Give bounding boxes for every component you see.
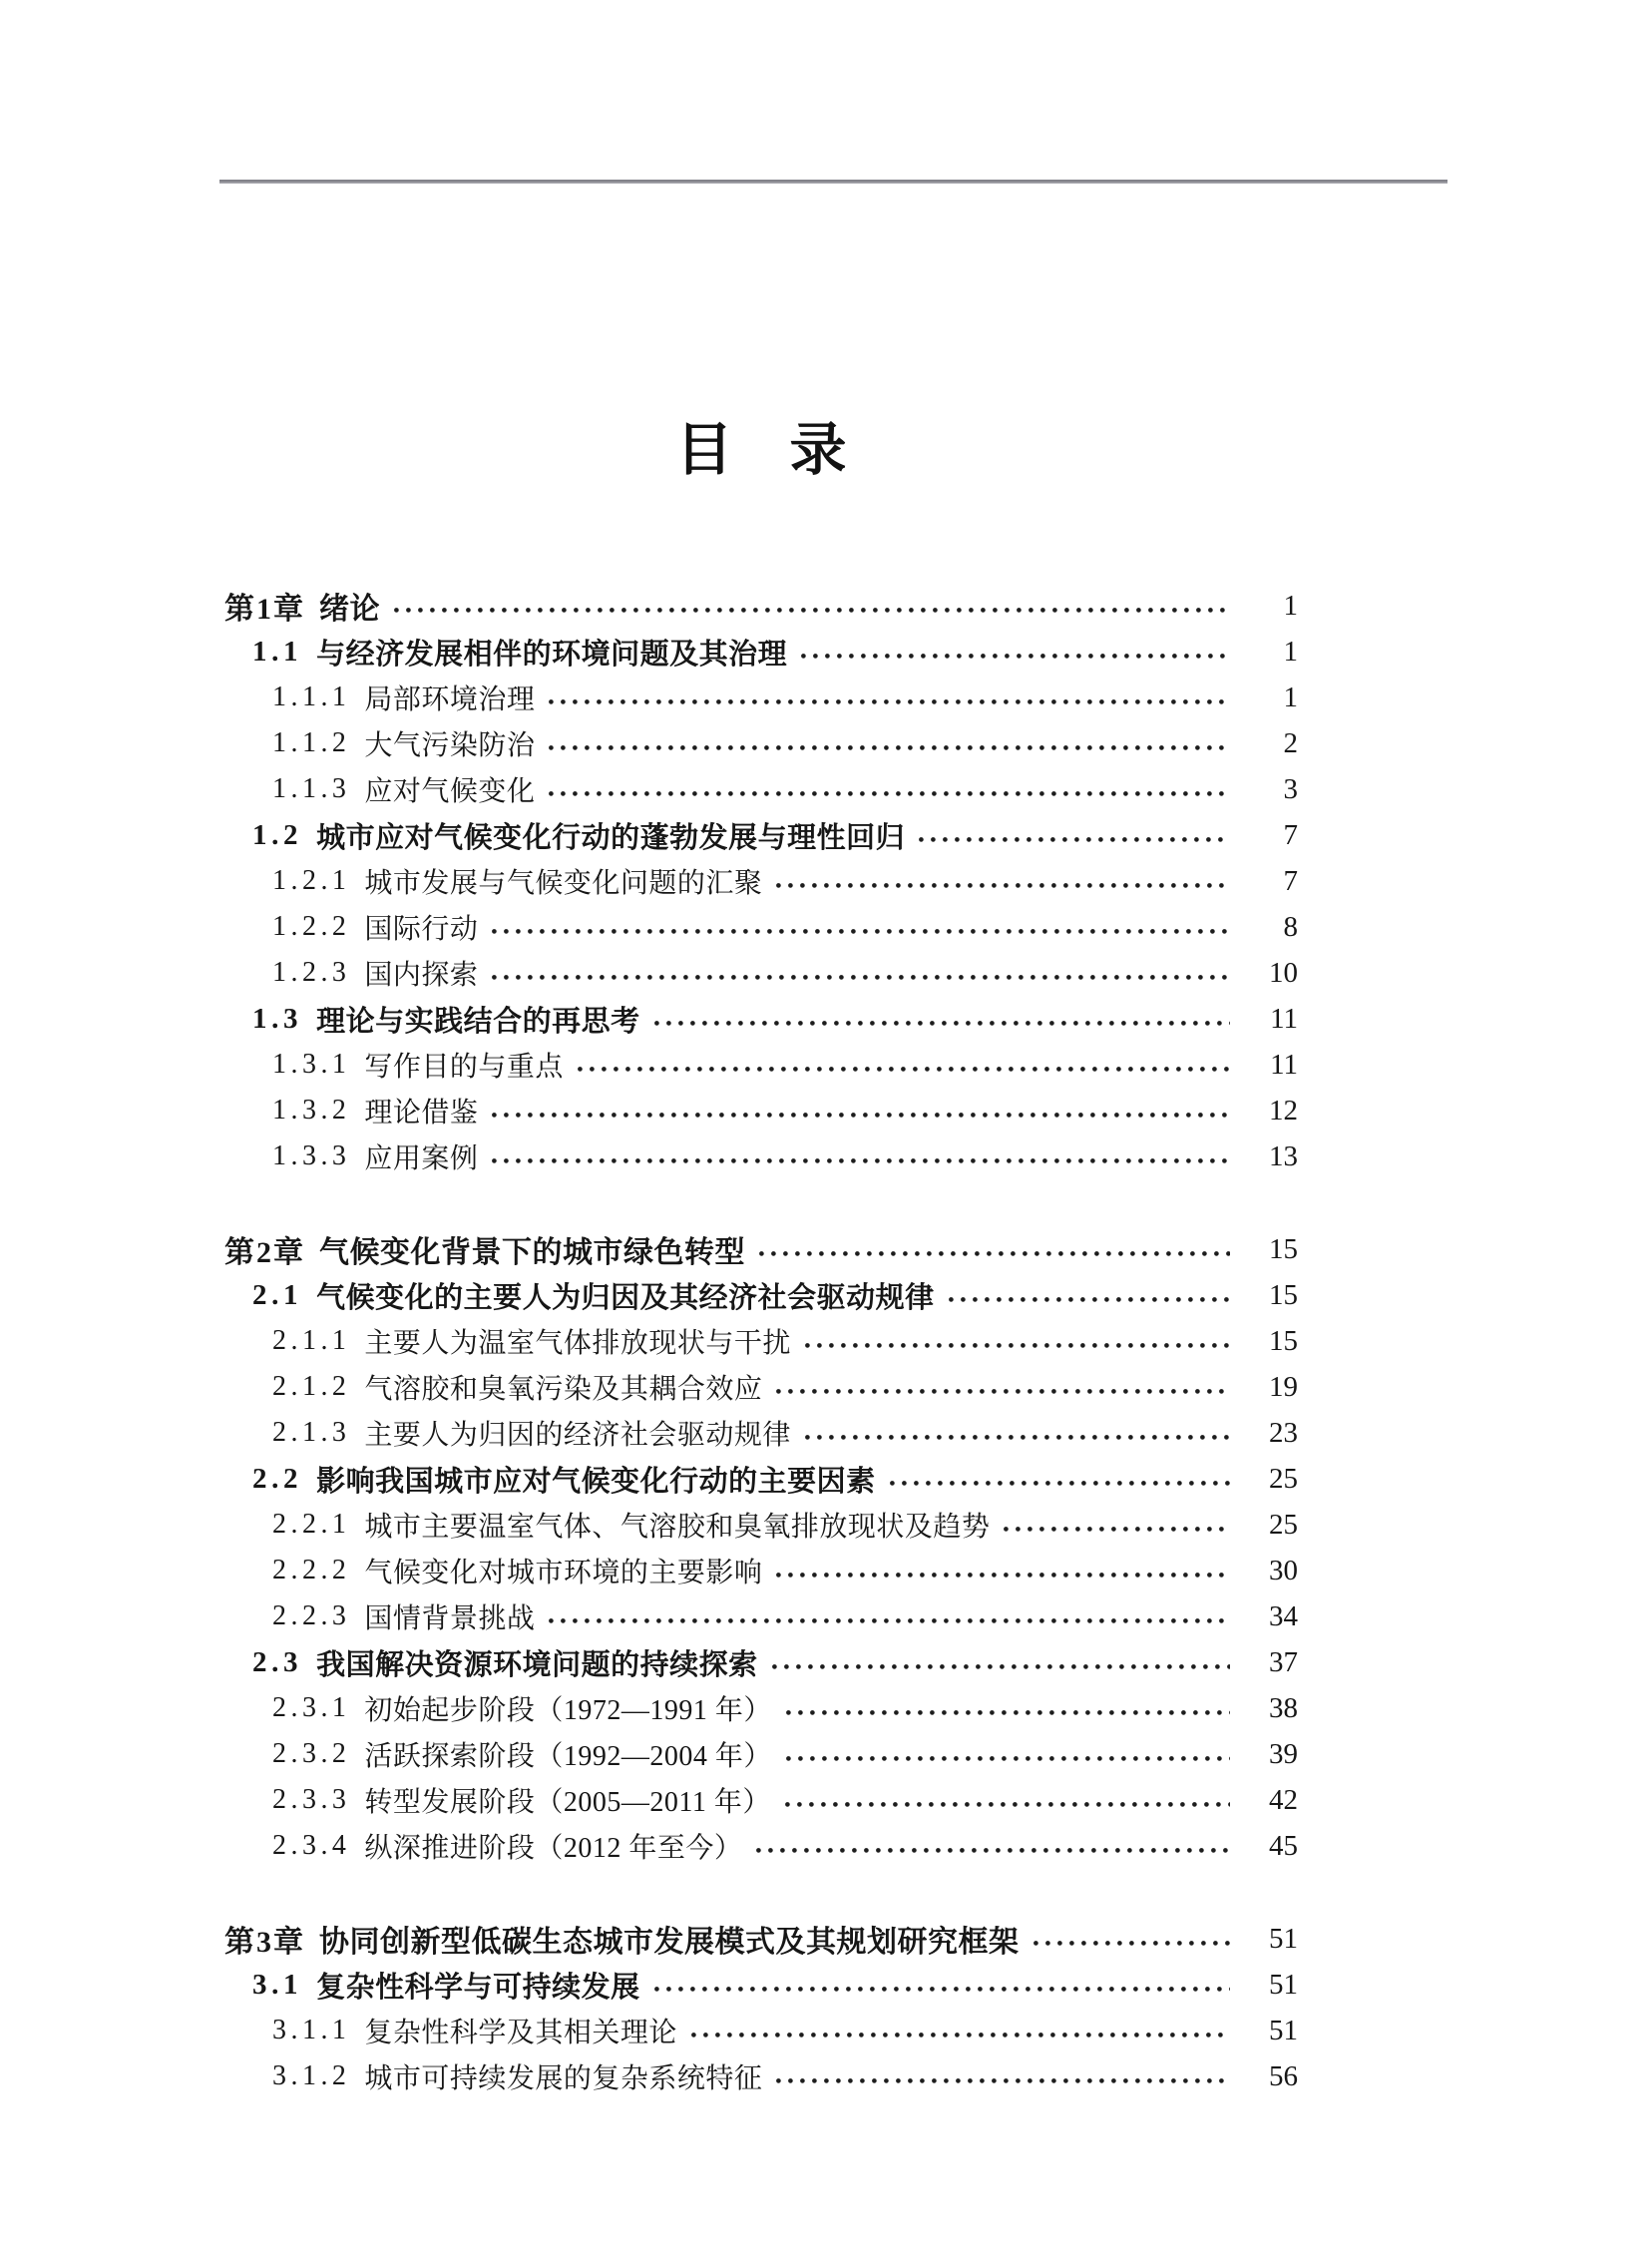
toc-list	[224, 583, 1298, 2099]
entry-page-number: 2	[1283, 726, 1298, 759]
entry-page-number: 10	[1269, 956, 1298, 989]
entry-title: 转型发展阶段（2005—2011 年）	[364, 1787, 771, 1818]
entry-page-number: 11	[1270, 1048, 1298, 1081]
toc-entry	[272, 675, 1298, 720]
entry-page-number: 13	[1269, 1139, 1298, 1172]
dot-leader	[492, 1158, 1230, 1163]
entry-number: 1.1.3	[272, 773, 351, 804]
entry-page-number: 8	[1283, 910, 1298, 943]
dot-leader	[801, 654, 1230, 659]
page-title: 目 录	[675, 419, 847, 482]
entry-title: 城市发展与气候变化问题的汇聚	[364, 868, 763, 899]
entry-title: 国情背景挑战	[364, 1603, 536, 1634]
entry-number: 1.3.3	[272, 1140, 351, 1171]
entry-number: 2.3	[252, 1645, 303, 1678]
entry-number: 2.1.2	[272, 1371, 351, 1402]
entry-number: 1.3.1	[272, 1049, 351, 1080]
entry-number: 1.1.1	[272, 681, 351, 712]
entry-title: 纵深推进阶段（2012 年至今）	[364, 1833, 743, 1864]
entry-number: 3.1	[252, 1968, 303, 2001]
entry-page-number: 7	[1283, 818, 1298, 851]
dot-leader	[654, 1021, 1230, 1026]
dot-leader	[786, 1710, 1230, 1715]
entry-title: 协同创新型低碳生态城市发展模式及其规划研究框架	[319, 1926, 1020, 1959]
entry-number: 2.3.1	[272, 1692, 351, 1723]
dot-leader	[776, 1573, 1230, 1578]
toc-entry	[252, 629, 1298, 675]
dot-leader	[786, 1756, 1230, 1761]
entry-number: 2.1.3	[272, 1417, 351, 1448]
dot-leader	[776, 2078, 1230, 2083]
entry-number: 1.2.2	[272, 911, 351, 942]
entry-title: 大气污染防治	[364, 730, 536, 761]
entry-page-number: 7	[1283, 864, 1298, 897]
toc-entry	[272, 1548, 1298, 1593]
entry-title: 初始起步阶段（1972—1991 年）	[364, 1695, 772, 1726]
entry-page-number: 15	[1269, 1324, 1298, 1357]
entry-title: 理论借鉴	[364, 1098, 479, 1129]
entry-number: 2.2.1	[272, 1509, 351, 1540]
dot-leader	[785, 1802, 1230, 1807]
entry-page-number: 1	[1283, 680, 1298, 713]
dot-leader	[1004, 1527, 1230, 1532]
entry-number: 2.2.3	[272, 1600, 351, 1631]
entry-page-number: 51	[1269, 1922, 1298, 1955]
entry-page-number: 37	[1269, 1645, 1298, 1678]
toc-entry	[252, 812, 1298, 858]
entry-number: 1.2	[252, 818, 303, 851]
toc-entry	[252, 1272, 1298, 1318]
toc-entry	[272, 1823, 1298, 1869]
dot-leader	[805, 1343, 1230, 1348]
entry-number: 1.2.1	[272, 865, 351, 896]
toc-entry	[252, 1456, 1298, 1502]
entry-title: 气溶胶和臭氧污染及其耦合效应	[364, 1374, 763, 1405]
dot-leader	[549, 1618, 1230, 1623]
entry-page-number: 1	[1283, 589, 1298, 622]
toc-entry	[272, 904, 1298, 950]
toc-entry	[272, 720, 1298, 766]
entry-number: 2.3.4	[272, 1830, 351, 1861]
entry-number: 1.3.2	[272, 1095, 351, 1126]
dot-leader	[578, 1067, 1230, 1072]
entry-number: 1.2.3	[272, 957, 351, 988]
entry-title: 局部环境治理	[364, 684, 536, 715]
entry-title: 活跃探索阶段（1992—2004 年）	[364, 1741, 772, 1772]
dot-leader	[549, 791, 1230, 796]
entry-title: 城市应对气候变化行动的蓬勃发展与理性回归	[316, 821, 906, 854]
entry-number: 2.3.2	[272, 1738, 351, 1769]
entry-page-number: 23	[1269, 1416, 1298, 1449]
entry-page-number: 1	[1283, 635, 1298, 668]
toc-entry	[224, 583, 1298, 629]
toc-entry	[224, 1916, 1298, 1962]
toc-entry	[272, 1777, 1298, 1823]
dot-leader	[1033, 1941, 1231, 1946]
entry-number: 2.3.3	[272, 1784, 351, 1815]
toc-entry	[272, 1731, 1298, 1777]
entry-title: 理论与实践结合的再思考	[316, 1005, 640, 1038]
entry-number: 1.3	[252, 1002, 303, 1035]
dot-leader	[890, 1481, 1230, 1486]
toc-entry	[272, 1410, 1298, 1456]
toc-entry	[272, 1318, 1298, 1364]
entry-number: 第2章	[224, 1236, 305, 1269]
entry-title: 复杂性科学与可持续发展	[316, 1971, 640, 2004]
dot-leader	[549, 745, 1230, 750]
toc-entry	[272, 1364, 1298, 1410]
entry-page-number: 51	[1269, 1968, 1298, 2001]
entry-title: 我国解决资源环境问题的持续探索	[316, 1648, 758, 1681]
entry-title: 国内探索	[364, 960, 479, 991]
toc-entry	[272, 1685, 1298, 1731]
toc-entry	[272, 1088, 1298, 1133]
entry-page-number: 51	[1269, 2014, 1298, 2046]
dot-leader	[759, 1251, 1230, 1256]
entry-title: 气候变化的主要人为归因及其经济社会驱动规律	[316, 1281, 935, 1314]
toc-entry	[272, 1502, 1298, 1548]
entry-page-number: 15	[1269, 1278, 1298, 1311]
entry-title: 城市可持续发展的复杂系统特征	[364, 2063, 763, 2094]
dot-leader	[691, 2033, 1230, 2037]
dot-leader	[772, 1664, 1230, 1669]
header-rule	[219, 180, 1447, 184]
entry-number: 第3章	[224, 1926, 305, 1959]
dot-leader	[492, 929, 1230, 934]
dot-leader	[949, 1297, 1230, 1302]
dot-leader	[919, 837, 1230, 842]
entry-title: 城市主要温室气体、气溶胶和臭氧排放现状及趋势	[364, 1512, 991, 1543]
dot-leader	[394, 608, 1230, 613]
toc-entry	[272, 950, 1298, 996]
entry-title: 主要人为温室气体排放现状与干扰	[364, 1328, 791, 1359]
entry-number: 3.1.2	[272, 2060, 351, 2091]
entry-title: 与经济发展相伴的环境问题及其治理	[316, 638, 788, 671]
dot-leader	[756, 1848, 1230, 1853]
entry-number: 第1章	[224, 593, 305, 626]
entry-title: 应对气候变化	[364, 776, 536, 807]
entry-title: 主要人为归因的经济社会驱动规律	[364, 1420, 791, 1451]
entry-title: 应用案例	[364, 1143, 479, 1174]
toc-entry	[252, 996, 1298, 1042]
entry-page-number: 3	[1283, 772, 1298, 805]
toc-entry	[272, 2053, 1298, 2099]
toc-entry	[272, 1593, 1298, 1639]
dot-leader	[805, 1435, 1230, 1440]
toc-entry	[252, 1962, 1298, 2008]
dot-leader	[776, 1389, 1230, 1394]
entry-title: 影响我国城市应对气候变化行动的主要因素	[316, 1465, 876, 1498]
dot-leader	[492, 1113, 1230, 1118]
toc-entry	[272, 766, 1298, 812]
entry-page-number: 15	[1269, 1232, 1298, 1265]
entry-title: 气候变化对城市环境的主要影响	[364, 1558, 763, 1588]
entry-page-number: 12	[1269, 1094, 1298, 1127]
entry-page-number: 42	[1269, 1783, 1298, 1816]
dot-leader	[654, 1987, 1230, 1992]
entry-page-number: 30	[1269, 1554, 1298, 1586]
entry-title: 气候变化背景下的城市绿色转型	[319, 1236, 745, 1269]
entry-title: 复杂性科学及其相关理论	[364, 2018, 677, 2048]
entry-number: 1.1	[252, 635, 303, 668]
entry-title: 绪论	[319, 593, 380, 626]
toc-entry	[272, 1133, 1298, 1179]
entry-page-number: 56	[1269, 2059, 1298, 2092]
dot-leader	[776, 883, 1230, 888]
entry-number: 1.1.2	[272, 727, 351, 758]
entry-page-number: 39	[1269, 1737, 1298, 1770]
entry-page-number: 45	[1269, 1829, 1298, 1862]
entry-title: 国际行动	[364, 914, 479, 945]
entry-page-number: 25	[1269, 1508, 1298, 1541]
entry-number: 2.1.1	[272, 1325, 351, 1356]
entry-page-number: 38	[1269, 1691, 1298, 1724]
entry-page-number: 34	[1269, 1599, 1298, 1632]
entry-number: 2.1	[252, 1278, 303, 1311]
toc-entry	[272, 1042, 1298, 1088]
dot-leader	[549, 699, 1230, 704]
toc-entry	[272, 858, 1298, 904]
entry-page-number: 25	[1269, 1462, 1298, 1495]
entry-number: 3.1.1	[272, 2015, 351, 2045]
entry-page-number: 11	[1270, 1002, 1298, 1035]
entry-page-number: 19	[1269, 1370, 1298, 1403]
dot-leader	[492, 975, 1230, 980]
toc-entry	[252, 1639, 1298, 1685]
toc-entry	[224, 1226, 1298, 1272]
entry-title: 写作目的与重点	[364, 1052, 564, 1083]
entry-number: 2.2.2	[272, 1555, 351, 1585]
entry-number: 2.2	[252, 1462, 303, 1495]
toc-entry	[272, 2008, 1298, 2053]
